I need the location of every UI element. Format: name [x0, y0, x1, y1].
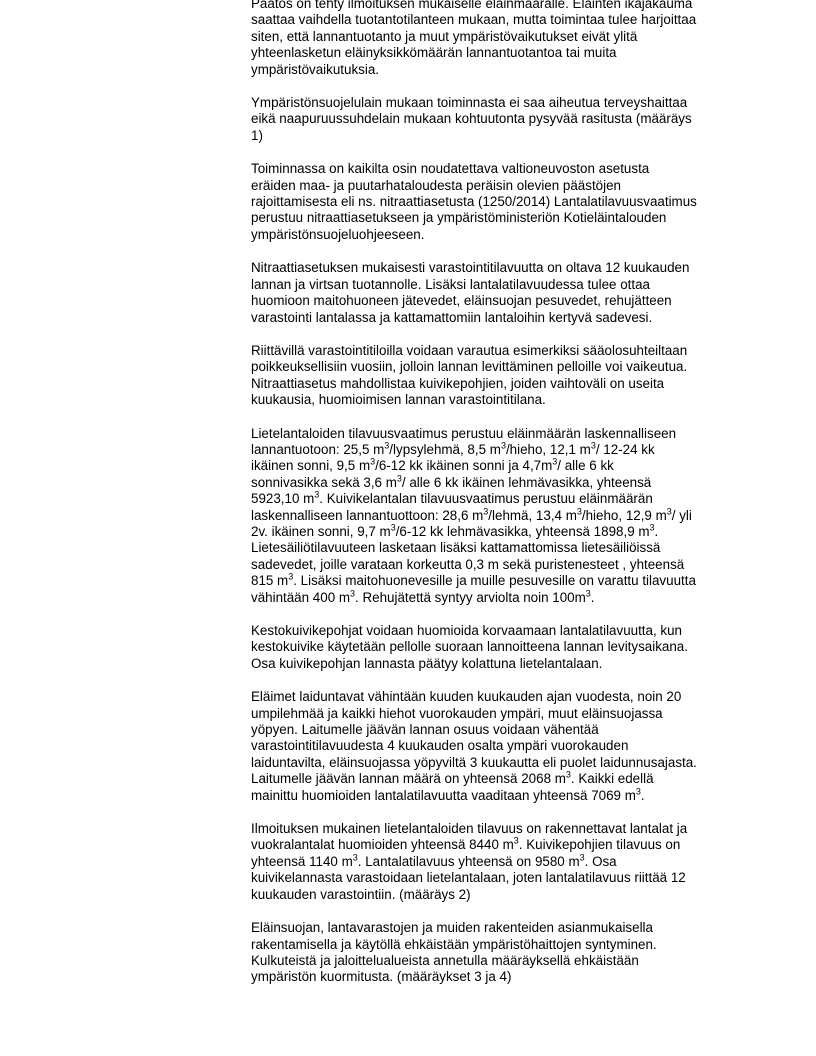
superscript: 3 [500, 440, 506, 451]
paragraph-p2 [251, 95, 751, 144]
paragraph-text: Eläimet laiduntavat vähintään kuuden kuukauden ajan vuodesta, noin 20 umpilehmää ja kaikki hiehot vuorokauden ympäri, muut eläinsuojassa yöpyen. Laitumelle jäävän lannan osuus voidaan vähentää varastointitilavuudesta 4 kuukauden osalta ympäri vuorokauden laiduntavilta, eläinsuojassa yöpyviltä 3 kuukautta eli puolet laidunnusajasta. Laitumelle jäävän lannan määrä on yhteensä 2068 m [251, 689, 697, 787]
paragraph-text: . [640, 787, 645, 803]
paragraph-text: . Kuivikelantalan tilavuusvaatimus perustuu eläinmäärän laskennalliseen lannantuottoon: 28,6 m [251, 491, 653, 523]
superscript: 3 [288, 571, 294, 582]
paragraph-text: Nitraattiasetuksen mukaisesti varastointitilavuutta on oltava 12 kuukauden lannan ja virtsan tuotannolle. Lisäksi lantalatilavuudessa tulee ottaa huomioon maitohuoneen jätevedet, eläinsuojan pesuvedet, rehujätteen varastointi lantalassa ja kattamattomiin lantaloihin kertyvä sadevesi. [251, 260, 690, 325]
superscript: 3 [390, 522, 396, 533]
paragraph-text: Lietelantaloiden tilavuusvaatimus perustuu eläinmäärän laskennalliseen lannantuotoon: 25,5 m [251, 425, 677, 457]
superscript: 3 [350, 588, 356, 599]
paragraph-text: . Lantalatilavuus yhteensä on 9580 m [357, 853, 580, 869]
paragraph-p4 [251, 260, 751, 326]
paragraph-text: / yli 2v. ikäinen sonni, 9,7 m [251, 507, 692, 539]
paragraph-text: /6-12 kk lehmävasikka, yhteensä 1898,9 m [395, 523, 650, 539]
superscript: 3 [565, 769, 571, 780]
paragraph-text: . [590, 589, 595, 605]
paragraph-text: Päätös on tehty ilmoituksen mukaiselle eläinmäärälle. Eläinten ikäjakauma saattaa vaihdella tuotantotilanteen mukaan, mutta toimintaa tulee harjoittaa siten, että lannantuotanto ja muut ympäristövaikutukset eivät ylitä yhteenlasketun eläinyksikkömäärän lannantuotantoa tai muita ympäristövaikutuksia. [251, 0, 697, 77]
paragraph-p7 [251, 623, 751, 672]
paragraph-text: . Rehujätettä syntyy arviolta noin 100m [355, 589, 586, 605]
superscript: 3 [635, 786, 641, 797]
superscript: 3 [314, 489, 320, 500]
paragraph-text: . Kaikki edellä mainittu huomioiden lantalatilavuutta vaaditaan yhteensä 7069 m [251, 771, 654, 803]
superscript: 3 [370, 456, 376, 467]
paragraph-p10 [251, 920, 751, 986]
superscript: 3 [590, 440, 596, 451]
paragraph-p3 [251, 161, 751, 243]
superscript: 3 [384, 440, 390, 451]
paragraph-p8 [251, 689, 751, 804]
superscript: 3 [666, 506, 672, 517]
paragraph-text: /hieho, 12,1 m [505, 441, 591, 457]
superscript: 3 [396, 473, 402, 484]
superscript: 3 [576, 506, 582, 517]
paragraph-text: /hieho, 12,9 m [581, 507, 667, 523]
paragraph-p6 [251, 426, 751, 606]
superscript: 3 [513, 836, 519, 846]
paragraph-text: Riittävillä varastointitiloilla voidaan varautua esimerkiksi sääolosuhteiltaan poikkeuksellisiin vuosiin, jolloin lannan levittäminen pelloille voi vaikeutua. Nitraattiasetus mahdollistaa kuivikepohjien, joiden vaihtoväli on useita kuukausia, huomioimisen lannan varastointitilana. [251, 342, 688, 408]
paragraph-text: /lypsylehmä, 8,5 m [389, 441, 501, 457]
paragraph-text: . Lisäksi maitohuonevesille ja muille pesuvesille on varattu tilavuutta vähintään 400 m [251, 573, 696, 605]
paragraph-text: / alle 6 kk ikäinen lehmävasikka, yhteensä 5923,10 m [251, 474, 652, 507]
paragraph-text: /6-12 kk ikäinen sonni ja 4,7m [375, 458, 553, 474]
superscript: 3 [352, 852, 358, 863]
paragraph-text: Ilmoituksen mukainen lietelantaloiden tilavuus on rakennettavat lantalat ja vuokralantalat huomioiden yhteensä 8440 m [251, 821, 688, 853]
paragraph-text: Toiminnassa on kaikilta osin noudatettava valtioneuvoston asetusta eräiden maa- ja puutarhataloudesta peräisin olevien päästöjen rajoittamisesta eli ns. nitraattiasetusta (1250/2014) Lantalatilavuusvaatimus perustuu nitraattiasetukseen ja ympäristöministeriön Kotieläintalouden ympäristönsuojeluohjeeseen. [251, 161, 697, 242]
paragraph-text: / alle 6 kk sonnivasikka sekä 3,6 m [251, 458, 614, 490]
paragraph-text: . Osa kuivikelannasta varastoidaan lietelantalaan, joten lantalatilavuus riittää 12 kuukauden varastointiin. (määräys 2) [251, 853, 686, 902]
paragraph-text: Ympäristönsuojelulain mukaan toiminnasta ei saa aiheutua terveyshaittaa eikä naapuruussuhdelain mukaan kohtuutonta pysyvää rasitusta (määräys 1) [251, 95, 692, 143]
paragraph-p5 [251, 343, 751, 409]
superscript: 3 [483, 506, 489, 517]
paragraph-text: Kestokuivikepohjat voidaan huomioida korvaamaan lantalatilavuutta, kun kestokuivike käytetään pellolle suoraan lannoitteena lannan levitysaikana. Osa kuivikepohjan lannasta päätyy kolattuna lietelantalaan. [251, 623, 688, 671]
paragraph-text: / 12-24 kk ikäinen sonni, 9,5 m [251, 441, 655, 474]
document-body [251, 0, 751, 1003]
paragraph-text: Eläinsuojan, lantavarastojen ja muiden rakenteiden asianmukaisella rakentamisella ja käytöllä ehkäistään ympäristöhaittojen syntyminen. Kulkuteistä ja jaloittelualueista annetulla määräyksellä ehkäistään ympäristön kuormitusta. (määräykset 3 ja 4) [251, 920, 657, 985]
superscript: 3 [585, 588, 591, 599]
superscript: 3 [579, 852, 585, 863]
paragraph-p1 [251, 0, 751, 78]
superscript: 3 [649, 522, 655, 533]
paragraph-text: /lehmä, 13,4 m [488, 507, 577, 523]
paragraph-text: . Kuivikepohjien tilavuus on yhteensä 1140 m [251, 837, 681, 869]
paragraph-text: . Lietesäiliötilavuuteen lasketaan lisäksi kattamattomissa lietesäiliöissä sadevedet, joille varataan korkeutta 0,3 m sekä puristenesteet , yhteensä 815 m [251, 523, 685, 589]
paragraph-p9 [251, 821, 751, 903]
superscript: 3 [552, 456, 558, 467]
